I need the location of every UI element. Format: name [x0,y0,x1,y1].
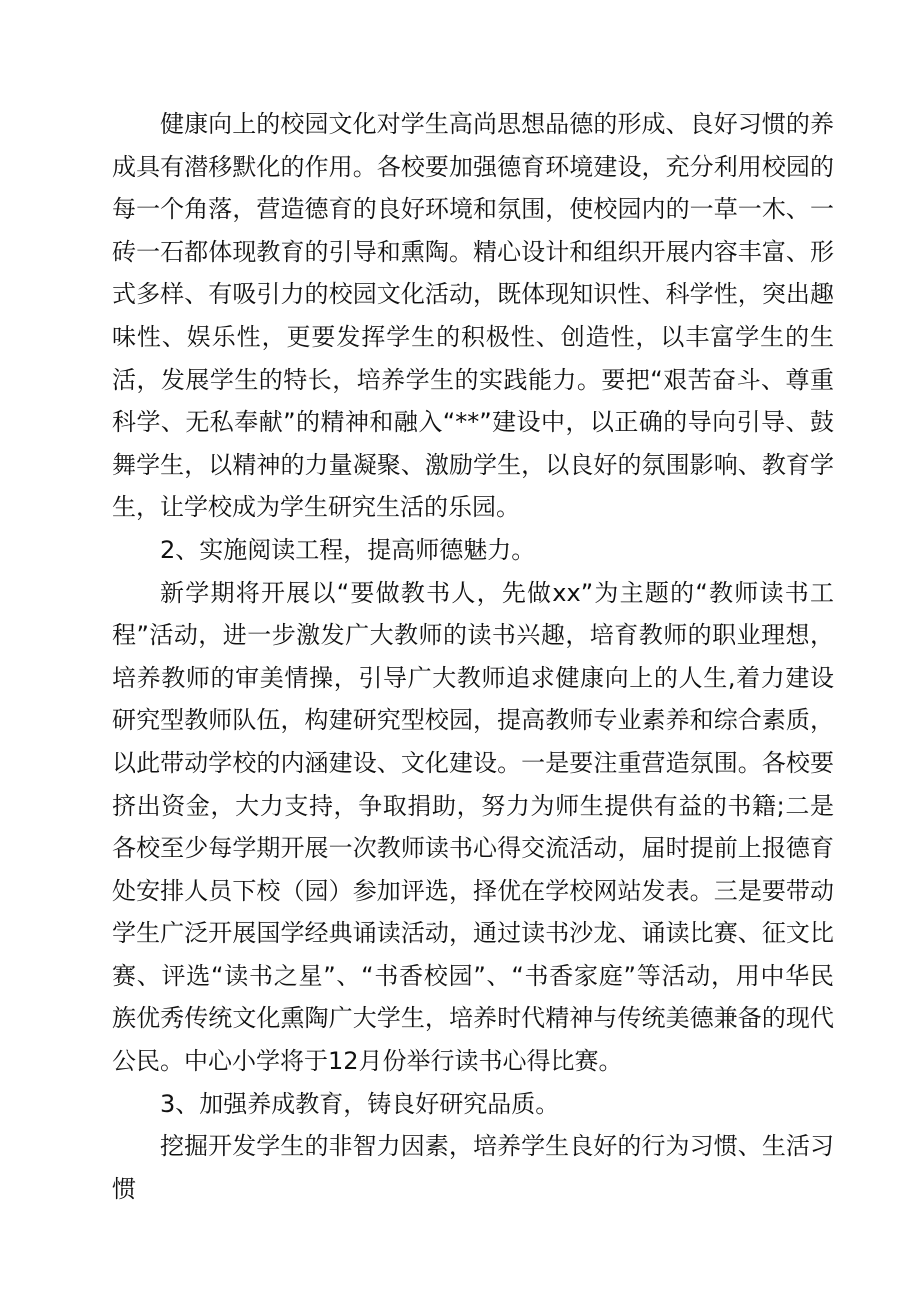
paragraph-non-intellectual-factors: 挖掘开发学生的非智力因素，培养学生良好的行为习惯、生活习惯 [112,1132,834,1203]
paragraph-campus-culture: 健康向上的校园文化对学生高尚思想品德的形成、良好习惯的养成具有潜移默化的作用。各校要加强德育环境建设，充分利用校园的每一个角落，营造德育的良好环境和氛围，使校园内的一草一木、一砖一石都体现教育的引导和熏陶。精心设计和组织开展内容丰富、形式多样、有吸引力的校园文化活动，既体现知识性、科学性，突出趣味性、娱乐性，更要发挥学生的积极性、创造性，以丰富学生的生活，发展学生的特长，培养学生的实践能力。要把“艰苦奋斗、尊重科学、无私奉献”的精神和融入“**”建设中，以正确的导向引导、鼓舞学生，以精神的力量凝聚、激励学生，以良好的氛围影响、教育学生，让学校成为学生研究生活的乐园。 [112,110,834,522]
paragraph-teacher-reading: 新学期将开展以“要做教书人，先做xx”为主题的“教师读书工程”活动，进一步激发广大教师的读书兴趣，培育教师的职业理想，培养教师的审美情操，引导广大教师追求健康向上的人生,着力建设研究型教师队伍，构建研究型校园，提高教师专业素养和综合素质，以此带动学校的内涵建设、文化建设。一是要注重营造氛围。各校要挤出资金，大力支持，争取捐助，努力为师生提供有益的书籍;二是各校至少每学期开展一次教师读书心得交流活动，届时提前上报德育处安排人员下校（园）参加评选，择优在学校网站发表。三是要带动学生广泛开展国学经典诵读活动，通过读书沙龙、诵读比赛、征文比赛、评选“读书之星”、“书香校园”、“书香家庭”等活动，用中华民族优秀传统文化熏陶广大学生，培养时代精神与传统美德兼备的现代公民。中心小学将于12月份举行读书心得比赛。 [112,578,834,1076]
document-page [112,103,834,1210]
section-heading-habit-education: 3、加强养成教育，铸良好研究品质。 [160,1089,560,1118]
section-heading-reading-project: 2、实施阅读工程，提高师德魅力。 [160,535,536,564]
